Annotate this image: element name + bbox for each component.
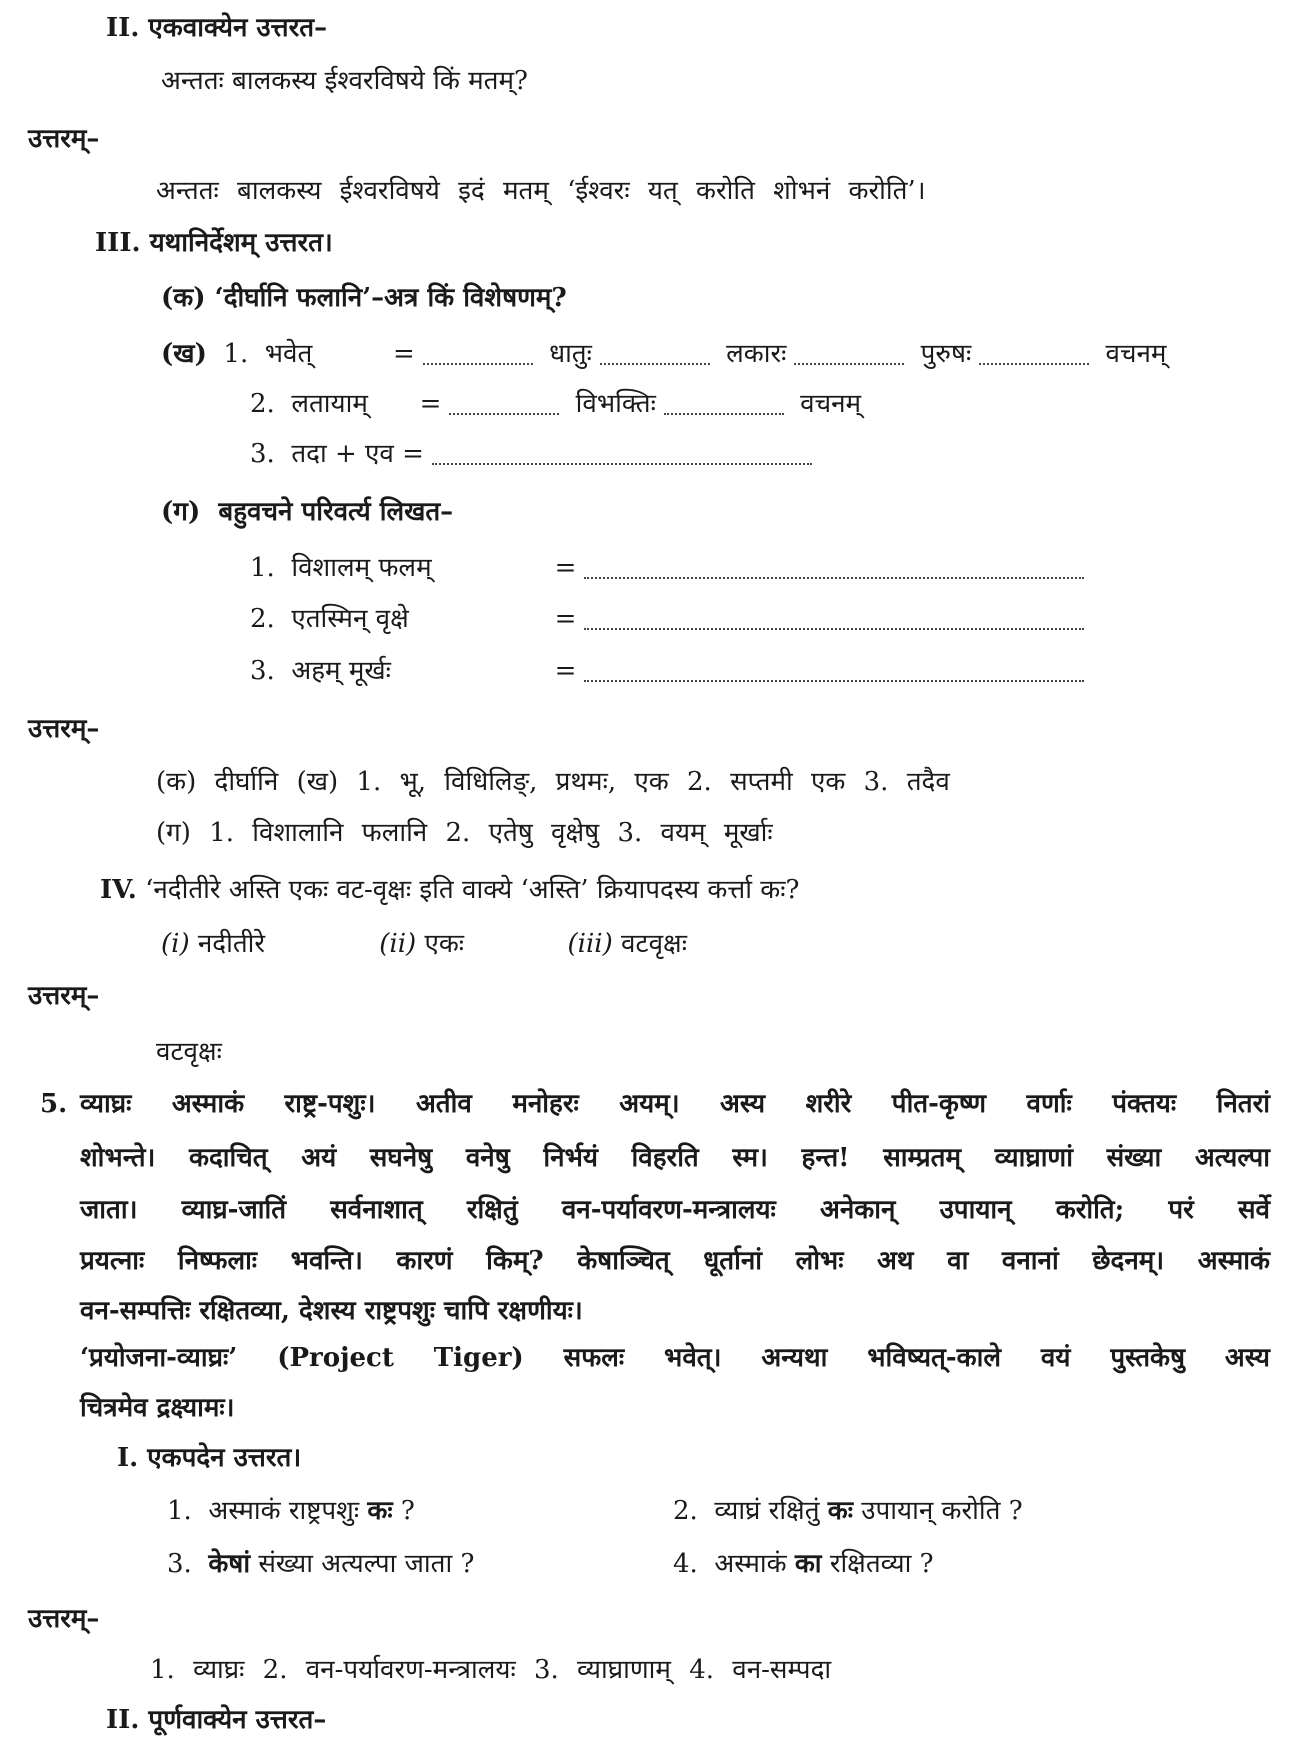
option-label: (ii) [379, 929, 417, 959]
q3-ga-item [250, 551, 1092, 585]
label-lakara: लकारः [726, 339, 787, 369]
q3-kha-label: (ख) [161, 339, 207, 369]
q5-1-item [167, 1494, 415, 1528]
label-purusha: पुरुषः [920, 339, 972, 369]
item-word: लतायाम् [291, 389, 368, 419]
passage-line: जाता। व्याघ्र-जातिं सर्वनाशात् रक्षितुं वन-पर्यावरण-मन्त्रालयः अनेकान् उपायान् करोति; परं सर्वे [80, 1195, 1270, 1225]
item-num: 3. [250, 439, 275, 469]
item-num: 2. [250, 604, 275, 634]
item-num: 1. [223, 339, 249, 369]
item-bold: कः [827, 1496, 854, 1526]
item-text: अस्माकं [714, 1549, 787, 1579]
option-label: (i) [161, 929, 190, 959]
answer-label: उत्तरम्– [28, 124, 100, 154]
item-word: एतस्मिन् वृक्षे [291, 604, 409, 634]
item-text: व्याघ्रं रक्षितुं [714, 1496, 820, 1526]
blank [423, 345, 533, 365]
item-text: ? [400, 1496, 415, 1526]
equals: = [419, 389, 442, 419]
q3-ka-text: ‘दीर्घानि फलानि’–अत्र किं विशेषणम्? [214, 283, 567, 313]
q3-heading: III. यथानिर्देशम् उत्तरत। [95, 228, 333, 258]
equals: = [554, 604, 577, 634]
item-word: अहम् मूर्खः [291, 656, 391, 686]
item-bold: केषां [208, 1549, 251, 1579]
q4-answer: वटवृक्षः [156, 1037, 222, 1067]
item-bold: कः [367, 1496, 393, 1526]
q2-question: अन्ततः बालकस्य ईश्वरविषये किं मतम्? [161, 66, 528, 96]
item-word: विशालम् फलम् [291, 553, 432, 583]
blank [584, 662, 1084, 682]
item-num: 2. [250, 389, 275, 419]
blank [600, 345, 710, 365]
q3-answer-line2: (ग) 1. विशालानि फलानि 2. एतेषु वृक्षेषु 3. वयम् मूर्खाः [156, 818, 773, 848]
q5-1-item [167, 1547, 474, 1581]
q4-heading [100, 873, 799, 907]
item-num: 3. [167, 1549, 192, 1579]
q3-ga-label: (ग) [161, 497, 201, 527]
q3-ga-text: बहुवचने परिवर्त्य लिखत– [218, 497, 454, 527]
q3-kha-3 [250, 437, 820, 471]
equals: = [554, 656, 577, 686]
q3-ga-item [250, 602, 1092, 636]
q5-1-item [673, 1547, 934, 1581]
q3-ga [161, 495, 453, 529]
blank [432, 445, 812, 465]
item-num: 3. [250, 656, 275, 686]
q4-options [161, 927, 687, 961]
item-num: 1. [250, 553, 275, 583]
q5-1-answer: 1. व्याघ्रः 2. वन-पर्यावरण-मन्त्रालयः 3. व्याघ्राणाम् 4. वन-सम्पदा [150, 1655, 832, 1685]
blank [979, 345, 1089, 365]
q4-num: IV. [100, 875, 137, 905]
q3-kha-2 [250, 387, 861, 421]
blank [584, 610, 1084, 630]
item-num: 4. [673, 1549, 698, 1579]
label-vachanam: वचनम् [1105, 339, 1167, 369]
item-num: 1. [167, 1496, 192, 1526]
item-text: अस्माकं राष्ट्रपशुः [208, 1496, 360, 1526]
option-text: वटवृक्षः [621, 929, 687, 959]
item-text: रक्षितव्या ? [829, 1549, 934, 1579]
q5-2-heading: II. पूर्णवाक्येन उत्तरत– [106, 1705, 327, 1735]
passage-line: ‘प्रयोजना-व्याघ्रः’ (Project Tiger) सफलः भवेत्। अन्यथा भविष्यत्-काले वयं पुस्तकेषु अस्य [80, 1343, 1270, 1373]
option-text: नदीतीरे [197, 929, 266, 959]
equals: = [554, 553, 577, 583]
answer-label: उत्तरम्– [28, 981, 100, 1011]
item-word: तदा + एव [291, 439, 394, 469]
item-num: 2. [673, 1496, 698, 1526]
label-vachanam: वचनम् [800, 389, 862, 419]
option-text: एकः [424, 929, 465, 959]
item-bold: का [794, 1549, 822, 1579]
option-label: (iii) [567, 929, 613, 959]
blank [794, 345, 904, 365]
item-text: उपायान् करोति ? [861, 1496, 1023, 1526]
passage-line: वन-सम्पत्तिः रक्षितव्या, देशस्य राष्ट्रपशुः चापि रक्षणीयः। [80, 1296, 583, 1326]
passage-line: चित्रमेव द्रक्ष्यामः। [80, 1393, 235, 1423]
passage-line: शोभन्ते। कदाचित् अयं सघनेषु वनेषु निर्भयं विहरति स्म। हन्त! साम्प्रतम् व्याघ्राणां संख्या अत्यल्पा [80, 1143, 1270, 1173]
answer-label: उत्तरम्– [28, 1604, 100, 1634]
q3-ga-item [250, 654, 1092, 688]
passage-line: व्याघ्रः अस्माकं राष्ट्र-पशुः। अतीव मनोहरः अयम्। अस्य शरीरे पीत-कृष्ण वर्णाः पंक्तयः नितरां [80, 1089, 1270, 1119]
q3-ka [161, 281, 567, 315]
q5-1-item [673, 1494, 1023, 1528]
answer-label: उत्तरम्– [28, 714, 100, 744]
passage-line: प्रयत्नाः निष्फलाः भवन्ति। कारणं किम्? केषाञ्चित् धूर्तानां लोभः अथ वा वनानां छेदनम्। अस्माकं [80, 1246, 1270, 1276]
blank [584, 559, 1084, 579]
blank [664, 395, 784, 415]
q3-ka-label: (क) [161, 283, 206, 313]
q4-text: ‘नदीतीरे अस्ति एकः वट-वृक्षः इति वाक्ये ‘अस्ति’ क्रियापदस्य कर्त्ता कः? [145, 875, 800, 905]
equals: = [393, 339, 415, 369]
passage-number: 5. [40, 1089, 68, 1119]
equals: = [402, 439, 424, 469]
label-vibhakti: विभक्तिः [575, 389, 656, 419]
label-dhatu: धातुः [549, 339, 592, 369]
q5-1-heading: I. एकपदेन उत्तरत। [117, 1443, 302, 1473]
item-text: संख्या अत्यल्पा जाता ? [258, 1549, 475, 1579]
q2-answer: अन्ततः बालकस्य ईश्वरविषये इदं मतम् ‘ईश्वरः यत् करोति शोभनं करोति’। [156, 176, 926, 206]
q3-kha-1 [161, 337, 1166, 371]
blank [449, 395, 559, 415]
item-word: भवेत् [264, 339, 313, 369]
q3-answer-line1: (क) दीर्घानि (ख) 1. भू, विधिलिङ्, प्रथमः, एक 2. सप्तमी एक 3. तदैव [156, 767, 950, 797]
q2-heading: II. एकवाक्येन उत्तरत– [106, 13, 328, 43]
